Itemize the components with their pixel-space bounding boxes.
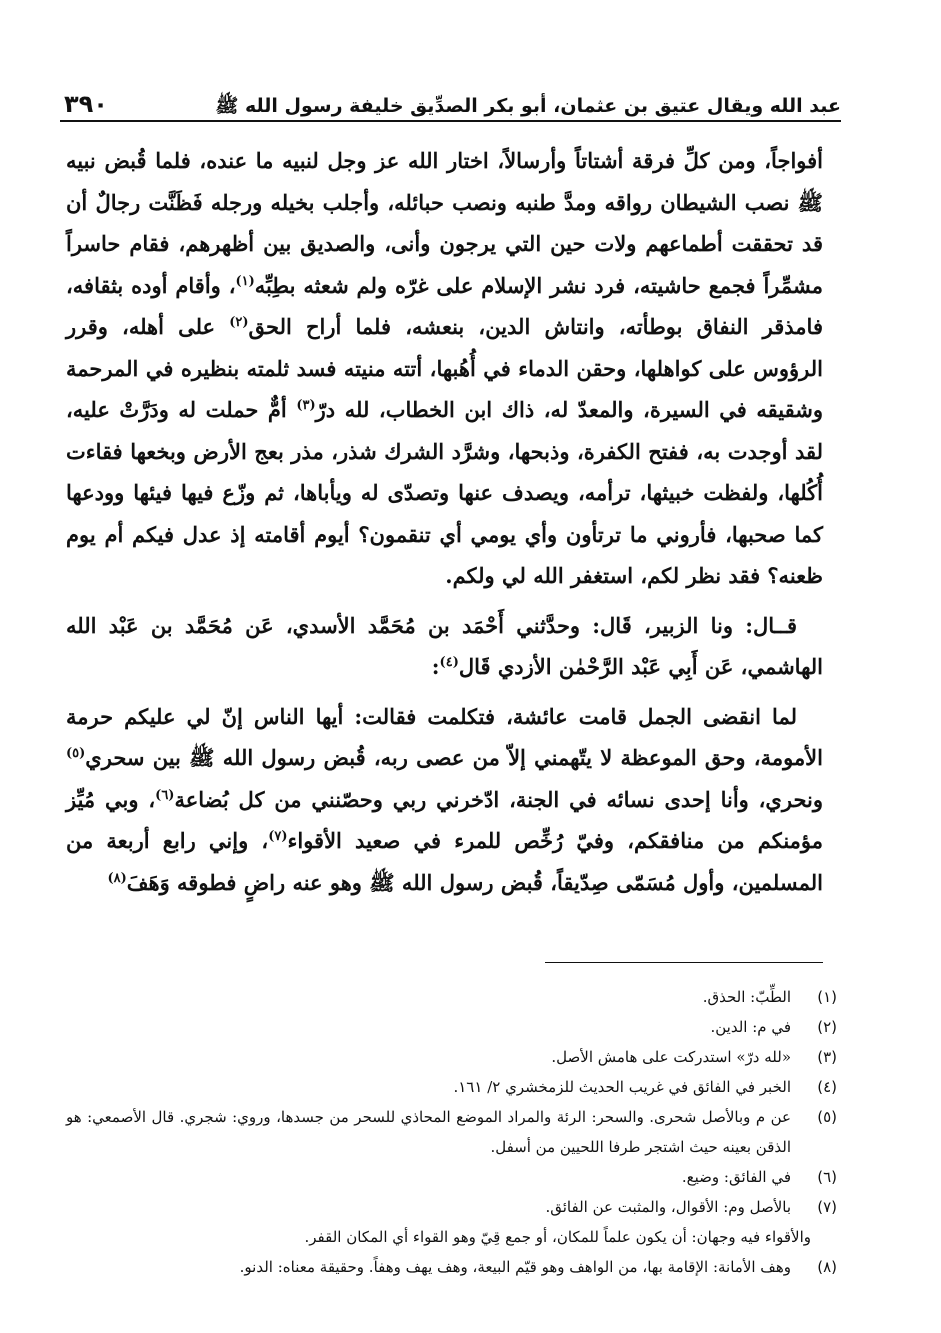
footnote-text: الخبر في الفائق في غريب الحديث للزمخشري ٢/ ١٦١. [453,1078,791,1096]
paragraph-3-text-b: ونحري، وأنا إحدى نسائه في الجنة، ادّخرني ربي وحصّنني من كل بُضاعة [174,786,823,812]
main-text [66,140,823,903]
footnote-ref-3[interactable]: (٣) [296,398,316,413]
footnote-text: وهف الأمانة: الإقامة بها، من الواهف وهو قيّم البيعة، وهف يهف وهفاً. وحقيقة معناه: الدنو. [239,1258,791,1276]
footnote-text: في الفائق: وضيع. [681,1168,791,1186]
paragraph-3-text-a: لما انقضى الجمل قامت عائشة، فتكلمت فقالت: أيها الناس إنّ لي عليكم حرمة الأمومة، وحق الموعظة لا يتّهمني إلاّ من عصى ربه، قُبض رسول الله ﷺ بين سحري [66,703,823,770]
footnote-number: (١) [817,988,837,1006]
header-rule [60,120,841,122]
footnotes [66,982,837,1282]
footnote-ref-5[interactable]: (٥) [66,746,86,761]
footnote-number: (٧) [817,1198,837,1216]
paragraph-3-text-d: ، وإني رابع أربعة من المسلمين، وأول مُسَمّى صِدّيقاً، قُبض رسول الله ﷺ وهو عنه راضٍ فطوقه وَهَفَ [66,828,823,895]
footnote-text: «لله درّ» استدركت على هامش الأصل. [551,1048,791,1066]
footnote-text: بالأصل وم: الأقوال، والمثبت عن الفائق. [545,1198,791,1216]
paragraph-2-text-a: ونا الزبير، قَال: وحدَّثني أَحْمَد بن مُحَمَّد الأسدي، عَن مُحَمَّد بن عَبْد الله الهاشمي، عَن أَبِي عَبْد الرَّحْمٰن الأزدي قَال [66,612,823,679]
page-number: ٣٩٠ [64,90,108,118]
footnote-number: (٥) [817,1108,837,1126]
footnote-text: الطِّبّ: الحذق. [702,988,791,1006]
footnote-ref-2[interactable]: (٢) [229,315,249,330]
footnote-text: والأقواء فيه وجهان: أن يكون علماً للمكان، أو جمع قِيّ وهو القواء أي المكان القفر. [304,1228,811,1246]
footnote-continuation [66,1222,837,1252]
footnote-ref-1[interactable]: (١) [235,273,255,289]
footnote-number: (٤) [817,1078,837,1096]
footnote-text: عن م وبالأصل شحرى. والسحر: الرئة والمراد الموضع المحاذي للسحر من جسدها، وروي: شجري. قال الأصمعي: هو الذقن بعينه حيث اشتجر طرفا اللحيين من أسفل. [66,1108,791,1156]
footnote [66,1012,837,1042]
paragraph-1 [66,140,823,597]
footnote-separator [545,962,823,963]
footnote-ref-7[interactable]: (٧) [268,829,288,844]
footnote-number: (٢) [817,1018,837,1036]
running-title: عبد الله ويقال عتيق بن عثمان، أبو بكر الصدِّيق خليفة رسول الله ﷺ [215,95,841,117]
paragraph-2-text-b: : [431,654,440,679]
footnote [66,1192,837,1222]
footnote [66,1072,837,1102]
footnote-ref-6[interactable]: (٦) [155,787,175,803]
footnote-number: (٦) [817,1168,837,1186]
footnote [66,1252,837,1282]
footnote-text: في م: الدين. [710,1018,791,1036]
paragraph-3 [66,696,823,904]
footnote [66,1162,837,1192]
paragraph-1-text-d: أمٌّ حملت له ودَرَّتْ عليه، لقد أوجدت به، ففتح الكفرة، وذبحها، وشرَّد الشرك شذر، مذر بعج الأرض وبخعها فقاءت أُكُلها، ولفظت خبيثها، ترأمه، ويصدف عنها وتصدّى له ويأباها، ثم وزّع فيها فيئها وودعها كما صحبها، فأروني ما ترتأون وأي يومي أي تنقمون؟ أيوم أقامته إذ عدل فيكم أم يوم ظعنه؟ فقد نظر لكم، استغفر الله لي ولكم. [66,397,823,588]
paragraph-2 [66,605,823,688]
footnote-ref-4[interactable]: (٤) [439,655,459,670]
paragraph-1-text-c: على أهله، وقرر الرؤوس على كواهلها، وحقن الدماء في أُهُبها، أتته منيته فسد ثلمته بنظيره في المرحمة وشقيقه في السيرة، والمعدّ له، ذاك ابن الخطاب، لله درّ [66,314,823,422]
footnote [66,1042,837,1072]
footnote-number: (٣) [817,1048,837,1066]
footnote-number: (٨) [817,1258,837,1276]
footnote [66,982,837,1012]
paragraph-1-text-a: أفواجاً، ومن كلِّ فرقة أشتاتاً وأرسالاً، اختار الله عز وجل لنبيه ما عنده، فلما قُبض نبيه ﷺ نصب الشيطان رواقه ومدَّ طنبه ونصب حبائله، وأجلب بخيله ورجله فَظَنَّت رجالٌ أن قد تحققت أطماعهم ولات حين التي يرجون وأنى، والصديق بين أظهرهم، فقام حاسراً مشمِّراً فجمع حاشيته، فرد نشر الإسلام على غرّه ولم شعثه بطِبِّه [66,148,823,298]
page-header [64,76,841,116]
paragraph-3-text-c: ، وبي مُيِّز مؤمنكم من منافقكم، وفيّ رُخِّص للمرء في صعيد الأقواء [66,786,823,853]
footnote [66,1102,837,1162]
qala-marker: قــال: [745,612,797,638]
paragraph-1-text-b: ، وأقام أوده بثقافه، فامذقر النفاق بوطأته، وانتاش الدين، بنعشه، فلما أراح الحق [66,272,823,339]
footnote-ref-8[interactable]: (٨) [107,870,127,886]
